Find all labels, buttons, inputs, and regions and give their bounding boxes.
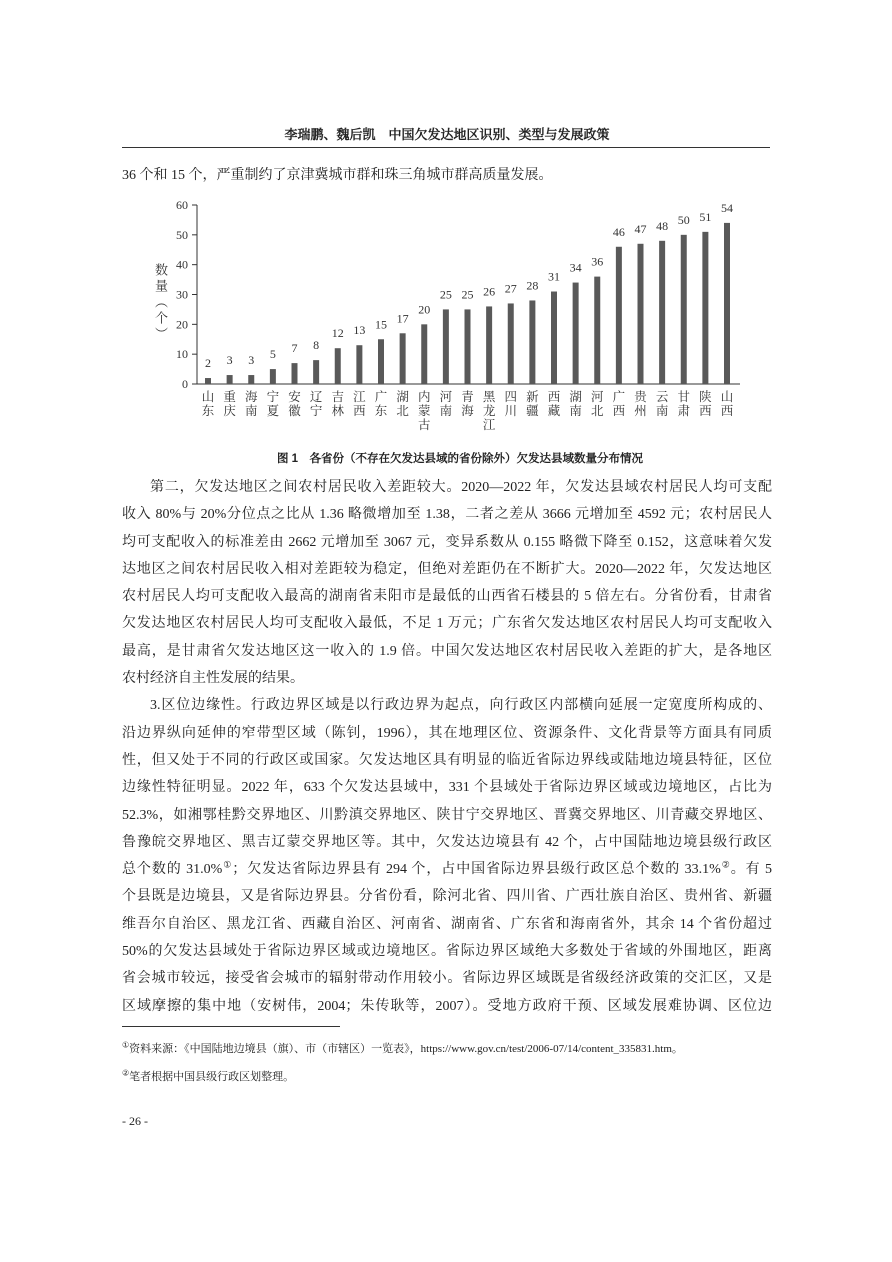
line-segment: 。有 5: [730, 862, 772, 878]
y-tick-label-60: 60: [176, 198, 188, 212]
paragraph-2-line-6: 欠发达地区农村居民人均可支配收入最低，不足 1 万元；广东省欠发达地区农村居民人均可支配收入: [122, 616, 772, 632]
value-label-9: 15: [375, 317, 387, 332]
footnote-2: [122, 1068, 772, 1086]
bar-17: [551, 292, 557, 384]
category-label-21: 贵州: [634, 390, 647, 418]
category-label-15: 四川: [504, 390, 518, 418]
paragraph-2-line-3: 均可支配收入的标准差由 2662 元增加至 3067 元，变异系数从 0.155 略微下降至 0.152，这意味着欠发: [122, 534, 772, 550]
bar-8: [356, 345, 362, 384]
value-label-25: 54: [721, 200, 733, 215]
bar-23: [681, 235, 687, 384]
paragraph-2-line-7: 最高，是甘肃省欠发达地区这一收入的 1.9 倍。中国欠发达地区农村居民收入差距的扩大，是各地区: [122, 643, 772, 659]
value-label-11: 20: [418, 302, 431, 317]
value-label-24: 51: [699, 209, 712, 224]
bar-22: [659, 241, 665, 384]
bar-chart: [140, 190, 760, 440]
paragraph-3-line-5: 52.3%，如湘鄂桂黔交界地区、川黔滇交界地区、陕甘宁交界地区、晋冀交界地区、川青藏交界地区、: [122, 807, 772, 823]
category-label-24: 陕西: [699, 390, 712, 418]
body-line-continued: 36 个和 15 个，严重制约了京津冀城市群和珠三角城市群高质量发展。: [122, 168, 553, 183]
paragraph-3-line-2: 沿边界纵向延伸的窄带型区域（陈钊，1996），其在地理区位、资源条件、文化背景等方面具有同质: [122, 725, 772, 741]
category-label-18: 湖南: [569, 390, 582, 418]
category-label-12: 河南: [439, 390, 453, 418]
value-label-3: 3: [248, 353, 255, 368]
value-label-21: 47: [634, 221, 647, 236]
category-label-6: 辽宁: [309, 390, 323, 418]
paragraph-2-line-1: 第二，欠发达地区之间农村居民收入差距较大。2020—2022 年，欠发达县域农村居民人均可支配: [150, 480, 772, 495]
bar-1: [205, 378, 211, 384]
bar-20: [616, 247, 622, 384]
footnote-rule: [122, 1026, 340, 1027]
footnote-marker: ②: [122, 1068, 130, 1078]
category-label-19: 河北: [590, 390, 604, 418]
y-tick-label-20: 20: [176, 317, 188, 332]
footnote-text: 笔者根据中国县级行政区划整理。: [129, 1071, 295, 1083]
body-text: [122, 474, 772, 1020]
running-head: 李瑞鹏、魏后凯 中国欠发达地区识别、类型与发展政策: [284, 127, 610, 142]
figure-caption: 图 1 各省份（不存在欠发达县域的省份除外）欠发达县域数量分布情况: [276, 453, 644, 465]
value-label-1: 2: [205, 356, 211, 371]
category-label-4: 宁夏: [266, 390, 280, 418]
value-label-15: 27: [504, 281, 517, 296]
category-label-3: 海南: [244, 390, 258, 418]
paragraph-3-line-3: 性，但又处于不同的行政区或国家。欠发达地区具有明显的临近省际边界线或陆地边境县特征，区位: [122, 752, 772, 768]
paragraph-2-line-4: 达地区之间农村居民收入相对差距较为稳定，但绝对差距仍在不断扩大。2020—2022 年，欠发达地区: [122, 561, 772, 577]
category-label-5: 安徽: [288, 390, 301, 418]
bar-10: [400, 333, 406, 384]
category-label-9: 广东: [374, 390, 388, 418]
category-label-1: 山东: [201, 390, 215, 418]
footnote-text: 资料来源：《中国陆地边境县（旗）、市（市辖区）一览表》，https://www.gov.cn/test/2006-07/14/content_335831.htm。: [129, 1043, 683, 1055]
category-label-23: 甘肃: [677, 390, 691, 418]
bar-16: [529, 300, 535, 384]
category-label-13: 青海: [461, 390, 474, 418]
paragraph-3-line-7: [122, 856, 772, 883]
value-label-5: 7: [291, 341, 298, 356]
value-label-7: 12: [331, 326, 344, 341]
paragraph-3-line-4: 边缘性特征明显。2022 年，633 个欠发达县域中，331 个县域处于省际边界区域或边境地区，占比为: [122, 780, 772, 796]
bar-4: [270, 369, 276, 384]
value-label-20: 46: [612, 224, 625, 239]
paragraph-3-line-6: 鲁豫皖交界地区、黑吉辽蒙交界地区等。其中，欠发达边境县有 42 个，占中国陆地边境县级行政区: [122, 834, 772, 850]
bar-6: [313, 360, 319, 384]
paragraph-2-line-5: 农村居民人均可支配收入最高的湖南省耒阳市是最低的山西省石楼县的 5 倍左右。分省份看，甘肃省: [122, 589, 772, 605]
value-label-8: 13: [353, 323, 366, 338]
bar-9: [378, 339, 384, 384]
bar-14: [486, 306, 492, 384]
value-label-13: 25: [461, 287, 474, 302]
value-label-16: 28: [526, 278, 539, 293]
paragraph-3-line-10: 50%的欠发达县域处于省际边界区域或边境地区。省际边界区域绝大多数处于省域的外围地区，距离: [122, 944, 772, 960]
y-tick-label-10: 10: [176, 347, 188, 362]
value-label-23: 50: [677, 212, 690, 227]
line-segment: ；欠发达省际边界县有 294 个，占中国省际边界县级行政区总个数的 33.1%: [232, 862, 721, 878]
paragraph-3-line-11: 省会城市较远，接受省会城市的辐射带动作用较小。省际边界区域既是省级经济政策的交汇区，又是: [122, 971, 772, 987]
value-label-6: 8: [313, 338, 320, 353]
category-label-8: 江西: [353, 390, 366, 418]
category-label-17: 西藏: [547, 390, 561, 418]
line-segment: 总个数的 31.0%: [122, 862, 223, 878]
category-label-7: 吉林: [331, 390, 345, 418]
value-label-19: 36: [591, 254, 604, 269]
value-label-12: 25: [439, 287, 452, 302]
bar-18: [573, 283, 579, 384]
bar-2: [227, 375, 233, 384]
value-label-18: 34: [569, 260, 582, 275]
bar-24: [702, 232, 708, 384]
bar-19: [594, 277, 600, 384]
bar-21: [638, 244, 644, 384]
footnote-ref-2[interactable]: ②: [720, 859, 731, 870]
bar-15: [508, 303, 514, 384]
category-label-14: 黑龙江: [482, 390, 496, 432]
y-tick-label-0: 0: [182, 377, 188, 391]
bar-13: [465, 309, 471, 384]
y-tick-label-30: 30: [176, 287, 188, 302]
page-number: - 26 -: [122, 1114, 148, 1128]
paragraph-2-line-8: 农村经济自主性发展的结果。: [122, 671, 304, 687]
bar-12: [443, 309, 449, 384]
y-tick-label-40: 40: [176, 257, 188, 272]
paragraph-3-line-9: 维吾尔自治区、黑龙江省、西藏自治区、河南省、湖南省、广东省和海南省外，其余 14 个省份超过: [122, 916, 772, 932]
bar-5: [292, 363, 298, 384]
bar-3: [248, 375, 254, 384]
y-tick-label-50: 50: [176, 227, 188, 242]
category-label-11: 内蒙古: [417, 390, 431, 432]
value-label-14: 26: [483, 284, 496, 299]
value-label-17: 31: [548, 269, 560, 284]
footnote-ref-1[interactable]: ①: [222, 859, 233, 870]
value-label-22: 48: [656, 218, 669, 233]
footnote-marker: ①: [122, 1040, 130, 1050]
bar-25: [724, 223, 730, 384]
header-rule: [122, 147, 770, 148]
section-lead: 3.区位边缘性。: [150, 698, 251, 714]
paragraph-3-line-1: [122, 692, 772, 719]
value-label-2: 3: [226, 353, 233, 368]
bar-11: [421, 324, 427, 384]
paragraph-2-line-2: 收入 80%与 20%分位点之比从 1.36 略微增加至 1.38，二者之差从 3666 元增加至 4592 元；农村居民人: [122, 507, 772, 523]
category-label-25: 山西: [720, 390, 734, 418]
value-label-4: 5: [269, 347, 276, 362]
category-label-2: 重庆: [223, 390, 236, 418]
footnote-1: [122, 1040, 772, 1058]
paragraph-3-line-8: 个县既是边境县，又是省际边界县。分省份看，除河北省、四川省、广西壮族自治区、贵州省、新疆: [122, 889, 772, 905]
paragraph-3-line-1-text: 行政边界区域是以行政边界为起点，向行政区内部横向延展一定宽度所构成的、: [250, 698, 772, 714]
paragraph-3-line-12: 区域摩擦的集中地（安树伟，2004；朱传耿等，2007）。受地方政府干预、区域发展难协调、区位边: [122, 998, 772, 1014]
bar-7: [335, 348, 341, 384]
category-label-22: 云南: [655, 390, 669, 418]
value-label-10: 17: [396, 311, 409, 326]
category-label-10: 湖北: [396, 390, 409, 418]
category-label-16: 新疆: [526, 390, 539, 418]
y-axis-label: 数量（个）: [153, 263, 168, 343]
category-label-20: 广西: [612, 390, 626, 418]
